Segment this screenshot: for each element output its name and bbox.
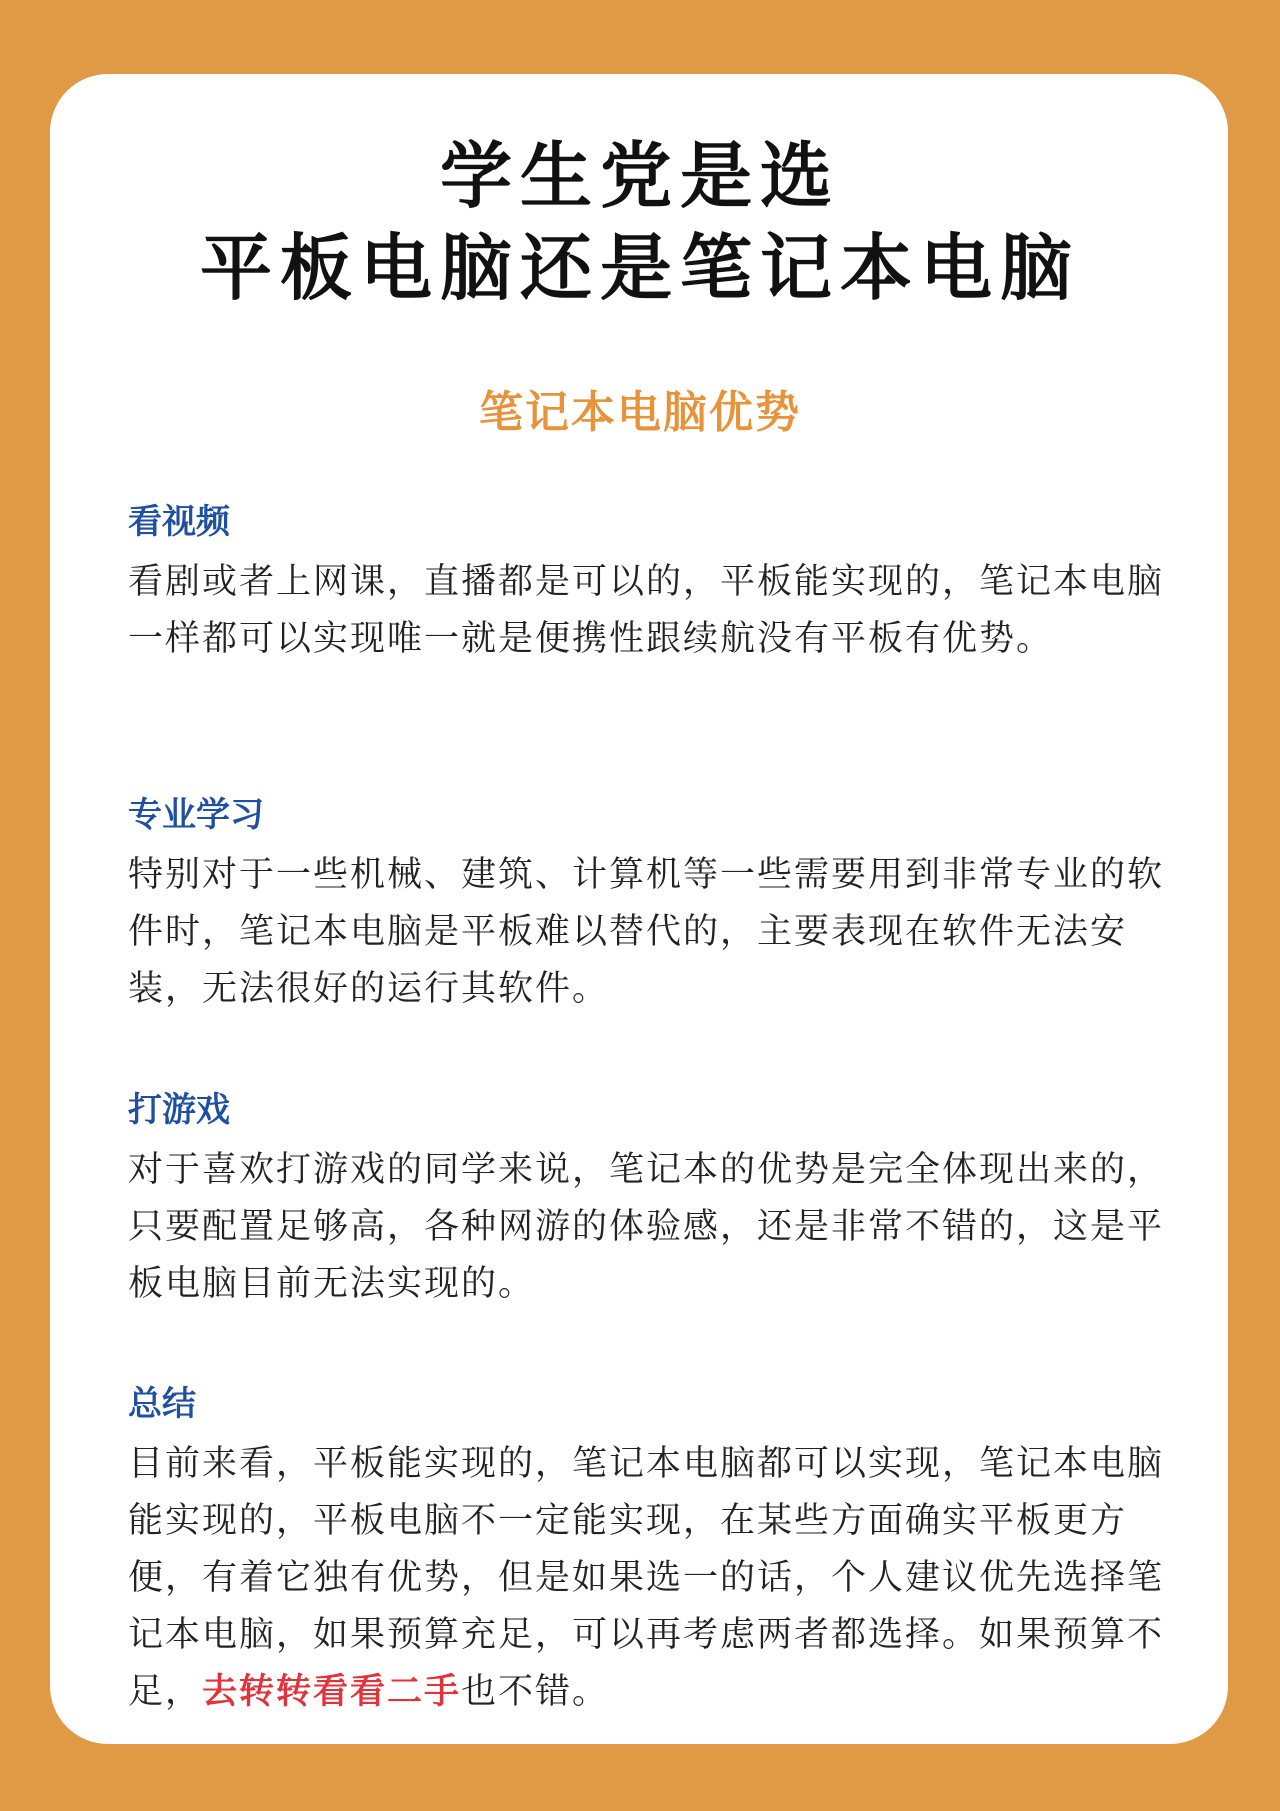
section-heading: 看视频: [128, 502, 230, 542]
summary-text-after: 也不错。: [461, 1672, 610, 1712]
section-body: 对于喜欢打游戏的同学来说，笔记本的优势是完全体现出来的，只要配置足够高，各种网游的体验感，还是非常不错的，这是平板电脑目前无法实现的。: [128, 1150, 1165, 1304]
section-gaming: [128, 1088, 1168, 1313]
section-study: [128, 793, 1168, 1018]
section-body: [128, 1436, 1168, 1721]
summary-highlight: 去转转看看二手: [202, 1672, 462, 1712]
title-line-2: 平板电脑还是笔记本电脑: [199, 226, 1080, 310]
section-heading: 总结: [128, 1384, 196, 1424]
section-summary: [128, 1382, 1168, 1721]
section-body: 特别对于一些机械、建筑、计算机等一些需要用到非常专业的软件时，笔记本电脑是平板难以替代的，主要表现在软件无法安装，无法很好的运行其软件。: [128, 855, 1165, 1009]
section-heading: 专业学习: [128, 795, 264, 835]
section-subtitle: 笔记本电脑优势: [479, 387, 801, 438]
page-title: [0, 130, 1280, 314]
section-heading: 打游戏: [128, 1090, 230, 1130]
section-body: 看剧或者上网课，直播都是可以的，平板能实现的，笔记本电脑一样都可以实现唯一就是便携性跟续航没有平板有优势。: [128, 562, 1165, 659]
section-video: [128, 500, 1168, 668]
summary-text-before: 目前来看，平板能实现的，笔记本电脑都可以实现，笔记本电脑能实现的，平板电脑不一定能实现，在某些方面确实平板更方便，有着它独有优势，但是如果选一的话，个人建议优先选择笔记本电脑，如果预算充足，可以再考虑两者都选择。如果预算不足，: [128, 1444, 1165, 1712]
title-line-1: 学生党是选: [439, 134, 840, 218]
